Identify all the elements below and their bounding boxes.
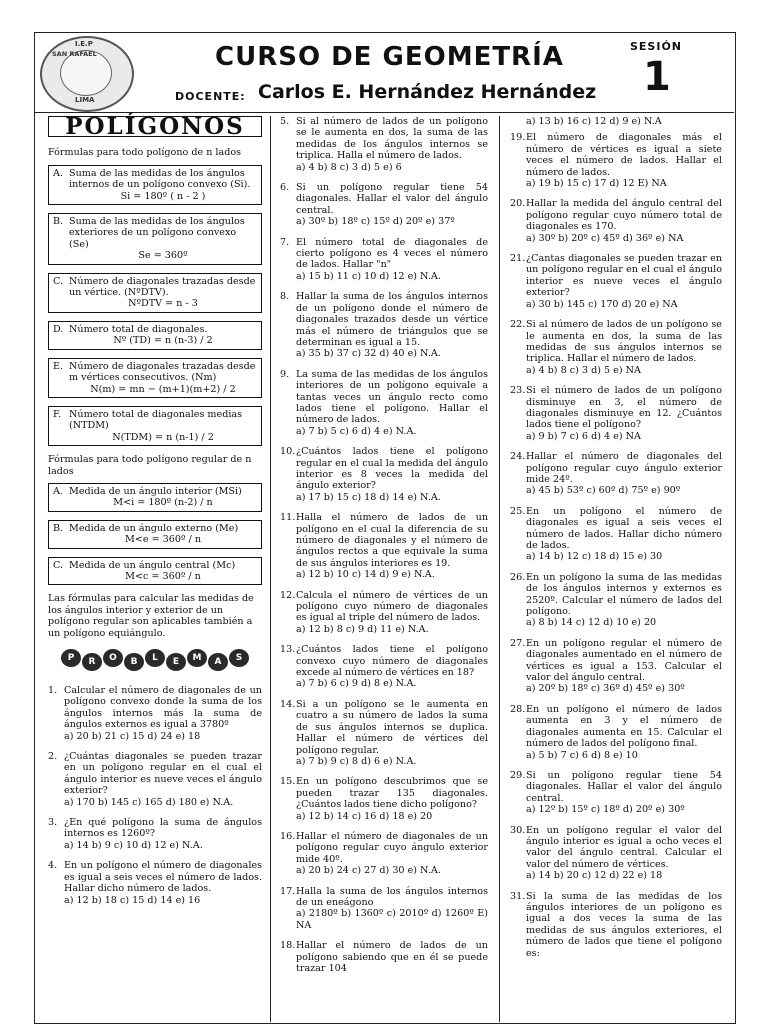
section-title-regular: Fórmulas para todo polígono regular de n lados <box>48 454 252 477</box>
banner-letter: E <box>166 653 186 671</box>
problem-item <box>510 506 722 563</box>
problem-item <box>510 770 722 816</box>
problem-text: En un polígono el número de diagonales es igual a seis veces el número de lados. Hallar dicho número de lados. <box>526 505 722 551</box>
problem-number: 15. <box>280 776 296 788</box>
seal-text-city: LIMA <box>75 96 95 104</box>
problem-item <box>280 182 488 228</box>
problem-number: 24. <box>510 451 526 463</box>
problem-number: 12. <box>280 589 296 601</box>
problem-number: 27. <box>510 637 526 649</box>
problem-text: Hallar la medida del ángulo central del polígono regular cuyo número total de diagonales es 170. <box>526 198 722 233</box>
formula-letter: B. <box>53 522 64 534</box>
problem-number: 28. <box>510 703 526 715</box>
formula-description: Número total de diagonales. <box>69 323 208 335</box>
answer-options: a) 20 b) 21 c) 15 d) 24 e) 18 <box>64 730 201 742</box>
problem-18-options <box>510 116 722 127</box>
problem-number: 4. <box>48 860 58 872</box>
problem-number: 11. <box>280 512 296 524</box>
formula-description: Medida de un ángulo externo (Me) <box>69 522 239 534</box>
problem-number: 20. <box>510 198 526 210</box>
section-title-general: Fórmulas para todo polígono de n lados <box>48 147 242 159</box>
formula-expression: Nº (TD) = n (n-3) / 2 <box>113 335 213 347</box>
problem-number: 8. <box>280 291 290 303</box>
problem-number: 19. <box>510 132 526 144</box>
banner-letter: S <box>229 649 249 667</box>
banner-letter: M <box>187 649 207 667</box>
problem-number: 29. <box>510 769 526 781</box>
formula-description: Medida de un ángulo interior (MSi) <box>69 485 242 497</box>
banner-letter: L <box>145 649 165 667</box>
seal-text-name: SAN RAFAEL <box>52 50 97 58</box>
problem-number: 31. <box>510 890 526 902</box>
problem-number: 17. <box>280 885 296 897</box>
banner-letter: O <box>103 649 123 667</box>
problem-number: 25. <box>510 505 526 517</box>
problem-item <box>510 638 722 695</box>
formula-description: Medida de un ángulo central (Mc) <box>69 559 236 571</box>
banner-letter: B <box>124 653 144 671</box>
left-column <box>48 113 262 915</box>
problem-number: 10. <box>280 446 296 458</box>
problem-number: 21. <box>510 253 526 265</box>
answer-options: a) 9 b) 7 c) 6 d) 4 e) NA <box>526 430 641 442</box>
problem-item <box>510 825 722 882</box>
sesion-number: 1 <box>643 54 671 100</box>
problem-number: 18. <box>280 940 296 952</box>
formula-letter: D. <box>53 323 64 335</box>
problem-text: Hallar el número de diagonales del polígono regular cuyo ángulo exterior mide 24º. <box>526 451 722 485</box>
answer-options: a) 45 b) 53º c) 60º d) 75º e) 90º <box>526 485 681 497</box>
answer-options: a) 2180º b) 1360º c) 2010º d) 1260º E) NA <box>296 908 488 931</box>
problem-text: El número de diagonales más el número de vértices es igual a siete veces el número de lados. Hallar el número de lados. <box>526 132 722 178</box>
problem-text: ¿Cuántas diagonales se pueden trazar en un polígono regular en el cual el ángulo interior es nueve veces el ángulo exterior? <box>64 751 262 797</box>
problem-text: En un polígono el número de diagonales es igual a seis veces el número de lados. Hallar dicho número de lados. <box>64 860 262 895</box>
problemas-banner <box>48 649 262 671</box>
problem-number: 2. <box>48 751 58 763</box>
formula-description: Número de diagonales trazadas desde m vértices consecutivos. (Nm) <box>69 360 256 384</box>
problem-item <box>280 369 488 437</box>
problem-item <box>280 699 488 767</box>
formula-box <box>48 165 262 205</box>
answer-options: a) 7 b) 5 c) 6 d) 4 e) N.A. <box>296 425 417 437</box>
formula-list-general <box>48 165 262 446</box>
answer-options: a) 12 b) 10 c) 14 d) 9 e) N.A. <box>296 569 435 581</box>
answer-options: a) 7 b) 9 c) 8 d) 6 e) N.A. <box>296 755 417 767</box>
problem-number: 9. <box>280 368 290 380</box>
formula-expression: Se = 360º <box>138 250 188 262</box>
formula-letter: A. <box>53 167 63 179</box>
problem-number: 5. <box>280 116 290 127</box>
right-column <box>510 116 722 968</box>
formula-expression: N(m) = mn − (m+1)(m+2) / 2 <box>90 383 236 395</box>
answer-options: a) 5 b) 7 c) 6 d) 8 e) 10 <box>526 749 638 761</box>
problem-text: En un polígono regular el número de diagonales aumentado en el número de vértices es igual a 153. Calcular el valor del ángulo central. <box>526 637 722 684</box>
problem-item <box>280 590 488 636</box>
answer-options: a) 14 b) 12 c) 18 d) 15 e) 30 <box>526 551 663 563</box>
problem-number: 7. <box>280 236 290 248</box>
problem-text: En un polígono la suma de las medidas de los ángulos internos y externos es 2520º. Calcular el número de lados del polígono. <box>526 571 722 618</box>
answer-options: a) 30º b) 20º c) 45º d) 36º e) NA <box>526 232 684 244</box>
formula-description: Número total de diagonales medias (NTDM) <box>69 408 243 432</box>
problem-list-right <box>510 132 722 959</box>
problem-item <box>280 116 488 173</box>
problem-item <box>280 940 488 974</box>
formula-box <box>48 213 262 265</box>
formula-expression: M<c = 360º / n <box>125 570 201 582</box>
problem-text: Halla la suma de los ángulos internos de un eneágono <box>296 885 488 908</box>
formula-expression: M<i = 180º (n-2) / n <box>113 497 213 509</box>
problem-text: Si al número de lados de un polígono se le aumenta en dos, la suma de las medidas de sus ángulos internos se triplica. Hallar el número de lados. <box>526 319 722 365</box>
answer-options: a) 13 b) 16 c) 12 d) 9 e) N.A <box>526 116 662 127</box>
problem-item <box>510 253 722 310</box>
problem-item <box>280 237 488 283</box>
formula-letter: C. <box>53 559 64 571</box>
formula-expression: N(TDM) = n (n-1) / 2 <box>112 431 214 443</box>
formula-box <box>48 321 262 350</box>
middle-column <box>280 116 488 983</box>
formula-expression: NºDTV = n - 3 <box>128 298 198 310</box>
problem-text: Si al número de lados de un polígono se le aumenta en dos, la suma de las medidas de los ángulos internos se triplica. Halla el número de lados. <box>296 116 488 162</box>
answer-options: a) 7 b) 6 c) 9 d) 8 e) N.A. <box>296 678 417 690</box>
formula-letter: C. <box>53 275 64 287</box>
banner-letter: P <box>61 649 81 667</box>
problem-item <box>510 132 722 189</box>
docente-label: DOCENTE: <box>175 90 246 103</box>
problem-item <box>48 817 262 851</box>
problem-item <box>510 451 722 497</box>
formula-description: Suma de las medidas de los ángulos internos de un polígono convexo (Si). <box>69 167 251 191</box>
problem-number: 13. <box>280 644 296 656</box>
problem-item <box>510 319 722 376</box>
problem-number: 26. <box>510 571 526 583</box>
column-divider-1 <box>270 116 271 1022</box>
problem-list-left <box>48 685 262 906</box>
problem-text: ¿Cuántos lados tiene el polígono convexo cuyo número de diagonales excede al número de vértices en 18? <box>296 644 488 679</box>
answer-options: a) 30º b) 18º c) 15º d) 20º e) 37º <box>296 216 455 228</box>
formula-box <box>48 358 262 398</box>
problem-text: Halla el número de lados de un polígono en el cual la diferencia de su número de diagonales y el número de ángulos rectos a que equivale la suma de sus ángulos interiores es 19. <box>296 512 488 569</box>
formula-box <box>48 520 262 549</box>
problem-item <box>510 704 722 761</box>
problem-text: Calcula el número de vértices de un polígono cuyo número de diagonales es igual al triple del número de lados. <box>296 589 488 624</box>
problem-text: Calcular el número de diagonales de un polígono convexo donde la suma de los ángulos internos más la suma de ángulos externos es igual a 3780º <box>64 685 262 731</box>
problem-number: 22. <box>510 319 526 331</box>
problem-text: ¿Cuántos lados tiene el polígono regular en el cual la medida del ángulo interior es 8 veces la medida del ángulo exterior? <box>296 446 488 492</box>
equiangular-note: Las fórmulas para calcular las medidas de los ángulos interior y exterior de un polígono regular son aplicables también a un polígono equiángulo. <box>48 593 254 639</box>
problem-text: La suma de las medidas de los ángulos interiores de un polígono equivale a tantas veces un ángulo recto como lados tiene el polígono. Hallar el número de lados. <box>296 368 488 426</box>
problem-item <box>48 860 262 906</box>
problem-number: 14. <box>280 698 296 710</box>
formula-list-regular <box>48 483 262 585</box>
problem-item <box>510 385 722 442</box>
answer-options: a) 19 b) 15 c) 17 d) 12 E) NA <box>526 178 667 190</box>
problem-text: En un polígono descubrimos que se pueden trazar 135 diagonales. ¿Cuántos lados tiene dicho polígono? <box>296 776 488 811</box>
problem-number: 1. <box>48 685 58 696</box>
problem-item <box>48 685 262 742</box>
problem-number: 23. <box>510 385 526 397</box>
formula-letter: E. <box>53 360 64 372</box>
formula-letter: F. <box>53 408 62 420</box>
answer-options: a) 15 b) 11 c) 10 d) 12 e) N.A. <box>296 270 441 282</box>
answer-options: a) 35 b) 37 c) 32 d) 40 e) N.A. <box>296 348 441 360</box>
problem-text: Si el número de lados de un polígono disminuye en 3, el número de diagonales disminuye en 12. ¿Cuántos lados tiene el polígono? <box>526 385 722 431</box>
problem-item <box>510 198 722 244</box>
problem-item <box>280 776 488 822</box>
problem-number: 3. <box>48 817 58 829</box>
answer-options: a) 12 b) 14 c) 16 d) 18 e) 20 <box>296 810 433 822</box>
formula-description: Suma de las medidas de los ángulos exteriores de un polígono convexo (Se) <box>69 216 245 250</box>
course-title: CURSO DE GEOMETRÍA <box>215 42 564 72</box>
problem-item <box>510 891 722 959</box>
problem-item <box>280 831 488 877</box>
problem-text: Si la suma de las medidas de los ángulos interiores de un polígono es igual a dos veces la suma de las medidas de sus ángulos exteriores, el número de lados que tiene el polígono es: <box>526 890 722 959</box>
answer-options: a) 12º b) 15º c) 18º d) 20º e) 30º <box>526 804 685 816</box>
problem-text: ¿En qué polígono la suma de ángulos internos es 1260º? <box>64 817 262 840</box>
seal-text-top: I.E.P <box>75 40 93 48</box>
answer-options: a) 20 b) 24 c) 27 d) 30 e) N.A. <box>296 865 441 877</box>
problem-text: Hallar el número de diagonales de un polígono regular cuyo ángulo exterior mide 40º. <box>296 830 488 865</box>
answer-options: a) 20º b) 18º c) 36º d) 45º e) 30º <box>526 683 685 695</box>
formula-description: Número de diagonales trazadas desde un vértice. (NºDTV). <box>69 275 256 299</box>
sesion-label: SESIÓN <box>630 40 683 53</box>
answer-options: a) 12 b) 8 c) 9 d) 11 e) N.A. <box>296 623 429 635</box>
problem-text: ¿Cantas diagonales se pueden trazar en un polígono regular en el cual el ángulo interior es nueve veces el ángulo exterior? <box>526 253 722 299</box>
banner-letter: R <box>82 653 102 671</box>
problem-item <box>280 291 488 359</box>
docente-name: Carlos E. Hernández Hernández <box>258 81 597 103</box>
formula-box <box>48 273 262 313</box>
formula-expression: M<e = 360º / n <box>124 534 201 546</box>
problem-list-middle <box>280 116 488 974</box>
problem-number: 6. <box>280 182 290 194</box>
problem-number: 30. <box>510 824 526 836</box>
topic-title: POLÍGONOS <box>48 116 262 137</box>
answer-options: a) 14 b) 9 c) 10 d) 12 e) N.A. <box>64 839 203 851</box>
answer-options: a) 14 b) 20 c) 12 d) 22 e) 18 <box>526 870 663 882</box>
problem-item <box>280 512 488 580</box>
problem-text: El número total de diagonales de cierto polígono es 4 veces el número de lados. Hallar "n" <box>296 236 488 271</box>
answer-options: a) 12 b) 18 c) 15 d) 14 e) 16 <box>64 894 201 906</box>
problem-text: Hallar el número de lados de un polígono sabiendo que en él se puede trazar 104 <box>296 940 488 974</box>
answer-options: a) 8 b) 14 c) 12 d) 10 e) 20 <box>526 617 657 629</box>
answer-options: a) 17 b) 15 c) 18 d) 14 e) N.A. <box>296 491 441 503</box>
problem-text: En un polígono el número de lados aumenta en 3 y el número de diagonales aumenta en 15. Calcular el número de lados del polígono final. <box>526 703 722 750</box>
answer-options: a) 30 b) 145 c) 170 d) 20 e) NA <box>526 298 678 310</box>
problem-text: Si a un polígono se le aumenta en cuatro a su número de lados la suma de sus ángulos internos se duplica. Hallar el número de vértices del polígono regular. <box>296 698 488 756</box>
problem-item <box>280 446 488 503</box>
problem-text: Hallar la suma de los ángulos internos de un polígono donde el número de diagonales trazados desde un vértice más el número de triángulos que se determinan es igual a 15. <box>296 291 488 348</box>
problem-item <box>280 644 488 690</box>
answer-options: a) 170 b) 145 c) 165 d) 180 e) N.A. <box>64 796 234 808</box>
formula-box <box>48 557 262 586</box>
formula-box <box>48 483 262 512</box>
formula-letter: A. <box>53 485 63 497</box>
problem-item <box>510 572 722 629</box>
formula-expression: Si = 180º ( n - 2 ) <box>120 190 206 202</box>
problem-item <box>280 886 488 932</box>
answer-options: a) 4 b) 8 c) 3 d) 5 e) 6 <box>296 161 402 173</box>
formula-letter: B. <box>53 216 64 228</box>
banner-letter: A <box>208 653 228 671</box>
problem-number: 16. <box>280 830 296 842</box>
problem-text: Si un polígono regular tiene 54 diagonales. Hallar el valor del ángulo central. <box>296 182 488 216</box>
problem-item <box>48 751 262 808</box>
problem-text: Si un polígono regular tiene 54 diagonales. Hallar el valor del ángulo central. <box>526 769 722 804</box>
problem-text: En un polígono regular el valor del ángulo interior es igual a ocho veces el valor del ángulo central. Calcular el valor del número de vértices. <box>526 824 722 870</box>
column-divider-2 <box>499 116 500 1022</box>
answer-options: a) 4 b) 8 c) 3 d) 5 e) NA <box>526 364 641 376</box>
formula-box <box>48 406 262 446</box>
